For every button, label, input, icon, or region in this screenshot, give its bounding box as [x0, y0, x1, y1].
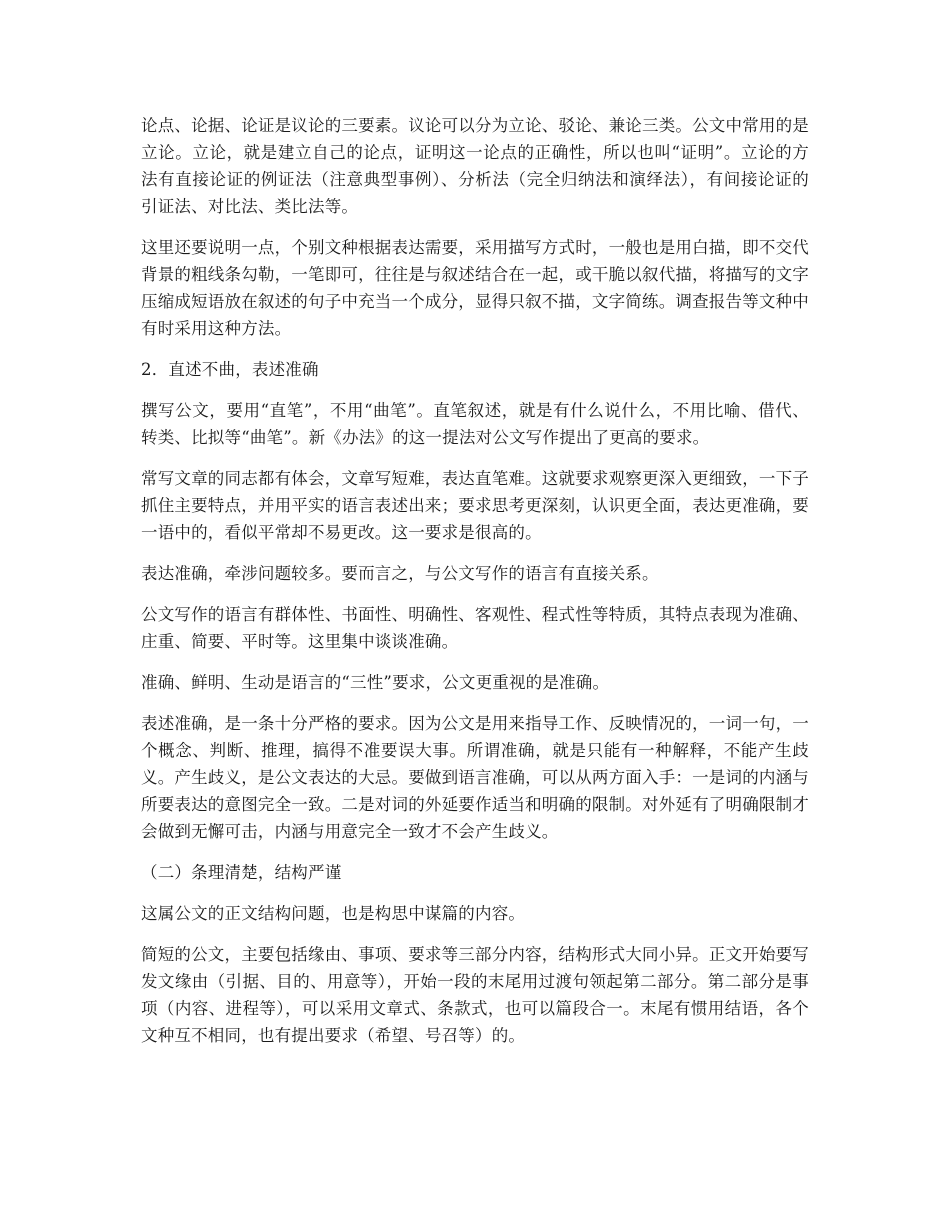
section-heading-clear-structure: （二）条理清楚，结构严谨: [141, 863, 342, 882]
paragraph-strict-accuracy: 表述准确，是一条十分严格的要求。因为公文是用来指导工作、反映情况的，一词一句，一个概念、判断、推理，搞得不准要误大事。所谓准确，就是只能有一种解释，不能产生歧义。产生歧义，是公文表达的大忌。要做到语言准确，可以从两方面入手：一是词的内涵与所要表达的意图完全一致。二是对词的外延要作适当和明确的限制。对外延有了明确限制才会做到无懈可击，内涵与用意完全一致才不会产生歧义。: [141, 714, 809, 841]
document-page: [141, 112, 809, 1063]
paragraph-structure-issue: 这属公文的正文结构问题，也是构思中谋篇的内容。: [141, 904, 526, 923]
paragraph-argument-elements: 论点、论据、论证是议论的三要素。议论可以分为立论、驳论、兼论三类。公文中常用的是立论。立论，就是建立自己的论点，证明这一论点的正确性，所以也叫“证明”。立论的方法有直接论证的例证法（注意典型事例）、分析法（完全归纳法和演绎法），有间接论证的引证法、对比法、类比法等。: [141, 116, 809, 216]
paragraph-writing-experience: 常写文章的同志都有体会，文章写短难，表达直笔难。这就要求观察更深入更细致，一下子抓住主要特点，并用平实的语言表述出来；要求思考更深刻，认识更全面，表达更准确，要一语中的，看似平常却不易更改。这一要求是很高的。: [141, 469, 809, 542]
paragraph-short-document-parts: 简短的公文，主要包括缘由、事项、要求等三部分内容，结构形式大同小异。正文开始要写发文缘由（引据、目的、用意等），开始一段的末尾用过渡句领起第二部分。第二部分是事项（内容、进程等），可以采用文章式、条款式，也可以篇段合一。末尾有惯用结语，各个文种互不相同，也有提出要求（希望、号召等）的。: [141, 945, 809, 1045]
paragraph-accuracy-issues: 表达准确，牵涉问题较多。要而言之，与公文写作的语言有直接关系。: [141, 564, 659, 583]
paragraph-description-note: 这里还要说明一点，个别文种根据表达需要，采用描写方式时，一般也是用白描，即不交代背景的粗线条勾勒，一笔即可，往往是与叙述结合在一起，或干脆以叙代描，将描写的文字压缩成短语放在叙述的句子中充当一个成分，显得只叙不描，文字简练。调查报告等文种中有时采用这种方法。: [141, 238, 809, 338]
paragraph-language-traits: 公文写作的语言有群体性、书面性、明确性、客观性、程式性等特质，其特点表现为准确、庄重、简要、平时等。这里集中谈谈准确。: [141, 605, 809, 651]
paragraph-straight-writing: 撰写公文，要用“直笔”，不用“曲笔”。直笔叙述，就是有什么说什么，不用比喻、借代、转类、比拟等“曲笔”。新《办法》的这一提法对公文写作提出了更高的要求。: [141, 401, 809, 447]
paragraph-three-properties: 准确、鲜明、生动是语言的“三性”要求，公文更重视的是准确。: [141, 673, 610, 692]
section-heading-direct-statement: 2．直述不曲，表述准确: [141, 360, 319, 379]
